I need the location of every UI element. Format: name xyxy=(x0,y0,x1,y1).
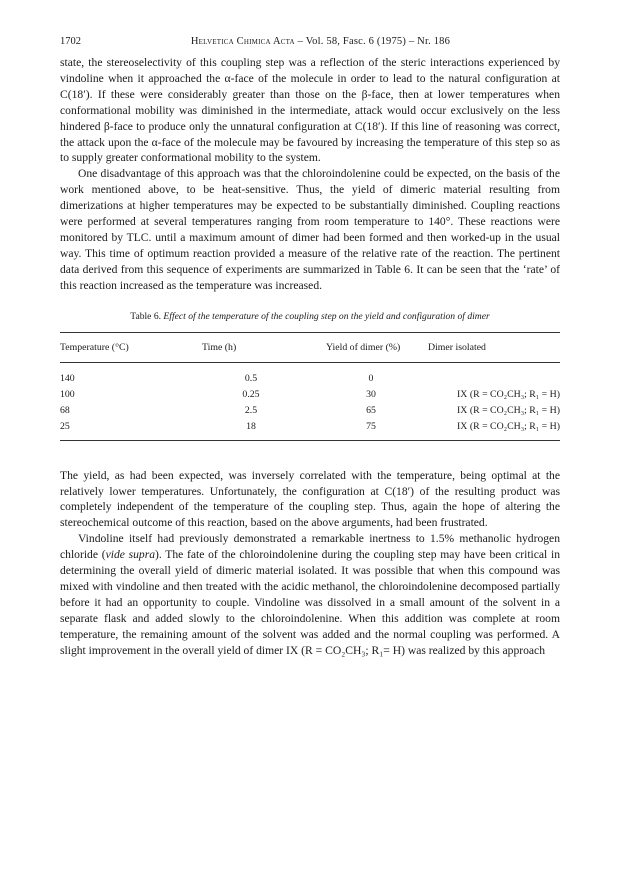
paragraph-4-text-b: ). The fate of the chloroindolenine during the coupling step may have been critical in determining the overall yield of dimeric material isolated. It was possible that when this compound was mixed with vindoline and then treated with the acidic methanol, the chloroindolenine decomposed partially before it had an opportunity to couple. Vindoline was dissolved in a small amount of the solvent in a separate flask and added slowly to the chloroindolenine. When this addition was complete at room temperature, the remaining amount of the solvent was added and the normal coupling was performed. A slight improvement in the overall yield of dimer IX (R = CO₂CH₃; R₁= H) was realized by this approach xyxy=(60,548,561,657)
journal-page xyxy=(60,36,560,658)
cell-temperature: 100 xyxy=(60,388,75,400)
header-time: Time (h) xyxy=(176,332,326,362)
table-row xyxy=(60,386,560,402)
page-number: 1702 xyxy=(60,36,81,47)
cell-dimer xyxy=(416,362,560,386)
table-title: Effect of the temperature of the coupling step on the yield and configuration of dimer xyxy=(163,310,490,322)
journal-citation xyxy=(81,36,560,47)
cell-time: 18 xyxy=(246,420,256,432)
table-row xyxy=(60,402,560,418)
header-yield: Yield of dimer (%) xyxy=(326,332,416,362)
cell-dimer: IX (R = CO₂CH₃; R₁ = H) xyxy=(457,388,560,400)
header-dimer: Dimer isolated xyxy=(416,332,560,362)
table-row xyxy=(60,362,560,386)
cell-time: 0.25 xyxy=(242,388,260,400)
cell-yield: 65 xyxy=(366,404,376,416)
cell-temperature: 25 xyxy=(60,420,70,432)
cell-dimer: IX (R = CO₂CH₃; R₁ = H) xyxy=(457,420,560,432)
cell-temperature: 140 xyxy=(60,372,75,384)
paragraph-3: The yield, as had been expected, was inversely correlated with the temperature, being optimal at the relatively lower temperatures. Unfortunately, the configuration at C(18′) of the resulting product was completely independent of the temperature of the coupling step. Thus, again the hope of altering the stereochemical outcome of this reaction, based on the above arguments, had been frustrated. xyxy=(60,468,560,530)
cell-time: 2.5 xyxy=(244,404,258,416)
paragraph-4-italic: vide supra xyxy=(105,548,156,562)
cell-dimer: IX (R = CO₂CH₃; R₁ = H) xyxy=(457,404,560,416)
header-temperature: Temperature (°C) xyxy=(60,332,176,362)
table-caption xyxy=(60,311,560,322)
volume-info: – Vol. 58, Fasc. 6 (1975) – Nr. 186 xyxy=(294,36,451,47)
table-bottom-rule xyxy=(60,440,560,442)
table-label: Table 6. xyxy=(130,310,164,322)
cell-yield: 75 xyxy=(366,420,376,432)
cell-temperature: 68 xyxy=(60,404,70,416)
cell-yield: 30 xyxy=(366,388,376,400)
cell-yield: 0 xyxy=(368,372,374,384)
table-header-row xyxy=(60,332,560,362)
paragraph-2: One disadvantage of this approach was that the chloroindolenine could be expected, on the basis of the work mentioned above, to be heat-sensitive. Thus, the yield of dimeric material resulting from dimerizations at higher temperatures may be expected to be substantially diminished. Coupling reactions were performed at several temperatures ranging from room temperature to 140°. These reactions were monitored by TLC. until a maximum amount of dimer had been formed and then worked-up in the usual way. This time of optimum reaction provided a measure of the relative rate of the reaction. The pertinent data derived from this sequence of experiments are summarized in Table 6. It can be seen that the ‘rate’ of this reaction increased as the temperature was increased. xyxy=(60,167,560,292)
running-head xyxy=(60,36,560,47)
paragraph-4-text-a: Vindoline itself had previously demonstrated a remarkable inertness to 1.5% methanolic hydrogen chloride ( xyxy=(60,532,560,562)
paragraph-1: state, the stereoselectivity of this coupling step was a reflection of the steric interactions experienced by vindoline when it approached the α-face of the molecule in order to lead to the natural configuration at C(18′). If these were considerably greater than those on the β-face, then at lower temperatures when conformational mobility was diminished in the intermediate, attack would occur exclusively on the less hindered β-face to produce only the unnatural configuration at C(18′). If this line of reasoning was correct, the attack upon the α-face of the molecule may be favoured by increasing the temperature of this step so as to supply greater conformational mobility to the system. xyxy=(60,56,560,165)
data-table xyxy=(60,332,560,442)
cell-time: 0.5 xyxy=(244,372,258,384)
table-6 xyxy=(60,311,560,442)
table-row xyxy=(60,418,560,440)
paragraph-4 xyxy=(60,531,560,658)
journal-name: Helvetica Chimica Acta xyxy=(190,36,295,47)
